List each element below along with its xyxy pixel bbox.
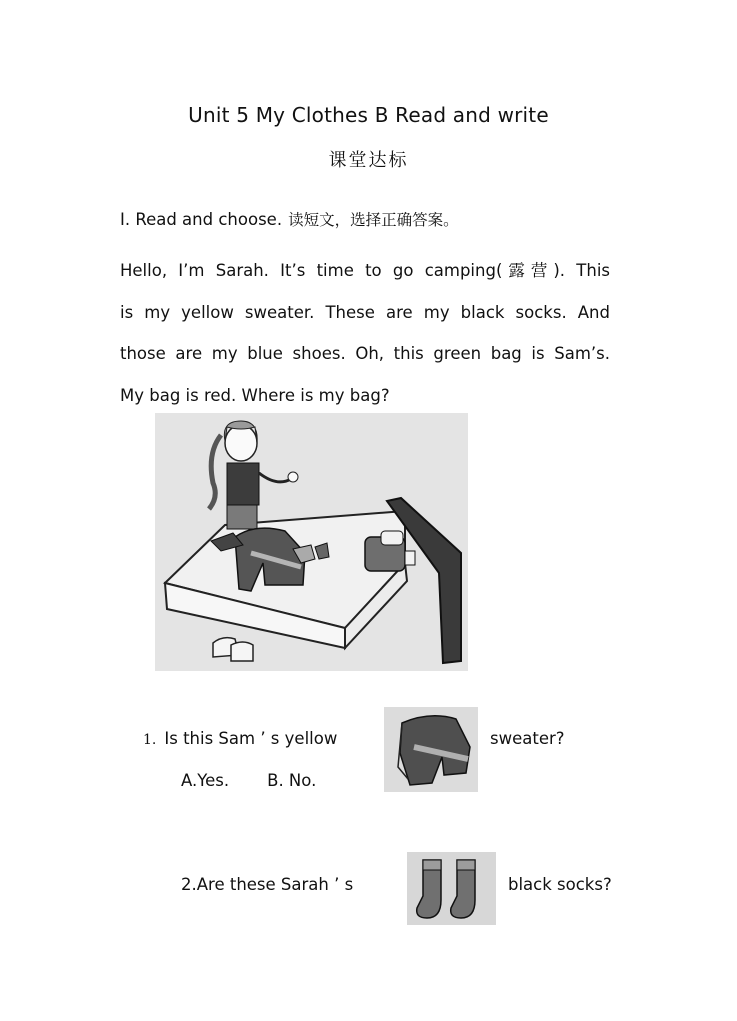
question-1 — [143, 729, 337, 748]
passage-line: those are my blue shoes. Oh, this green bag is Sam’s. — [120, 344, 610, 363]
question-2: 2.Are these Sarah ’ s — [181, 875, 354, 894]
reading-passage — [120, 250, 610, 416]
page-title: Unit 5 My Clothes B Read and write — [188, 103, 549, 127]
question-1-text: Is this Sam ’ s yellow — [164, 729, 338, 748]
section-heading-en: Ⅰ. Read and choose. — [120, 210, 283, 229]
section-heading-cn: 读短文，选择正确答案。 — [288, 211, 459, 229]
answer-options — [181, 771, 316, 790]
question-number: 1. — [143, 732, 157, 748]
option-b[interactable]: B. No. — [267, 771, 317, 790]
option-a[interactable]: A.Yes. — [181, 771, 230, 790]
passage-line: My bag is red. Where is my bag? — [120, 385, 390, 405]
passage-line: is my yellow sweater. These are my black socks. And — [120, 302, 610, 322]
sweater-icon — [384, 707, 478, 792]
socks-icon — [407, 852, 496, 925]
question-2-end: black socks? — [508, 875, 612, 894]
question-1-end: sweater? — [490, 729, 565, 748]
page-subtitle: 课堂达标 — [328, 150, 409, 171]
passage-line: Hello, I’m Sarah. It’s time to go camping(露营). This — [120, 261, 610, 280]
bedroom-illustration — [155, 413, 468, 671]
section-heading — [120, 208, 459, 230]
